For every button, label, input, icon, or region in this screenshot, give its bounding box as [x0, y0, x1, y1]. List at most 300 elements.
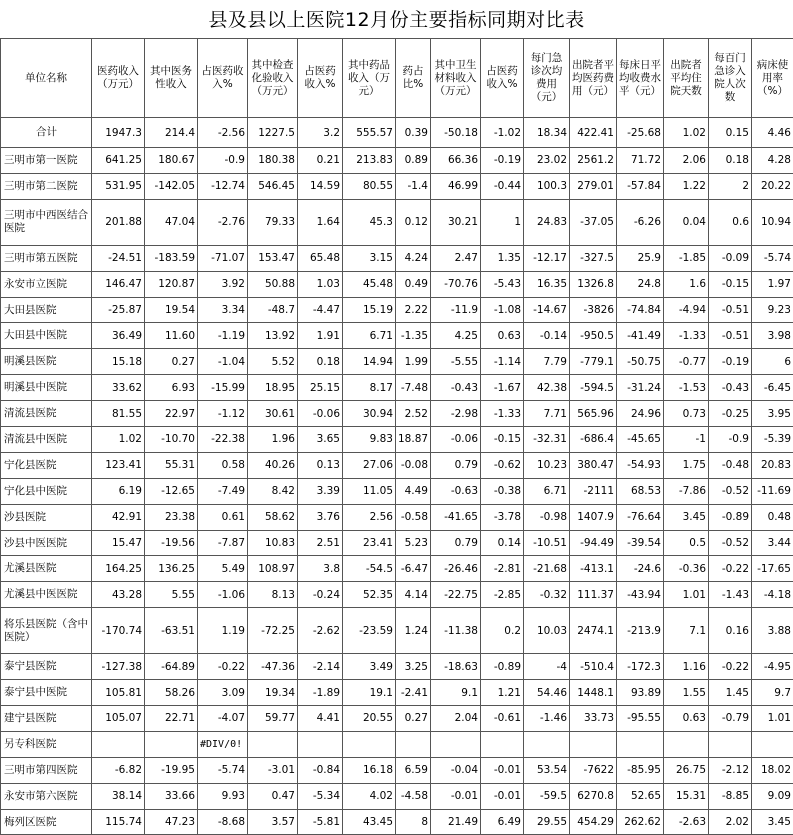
value-cell: -0.52 — [709, 530, 752, 556]
value-cell — [617, 731, 664, 757]
value-cell: 11.60 — [145, 323, 198, 349]
value-cell: -39.54 — [617, 530, 664, 556]
value-cell: -18.63 — [431, 654, 481, 680]
value-cell: -54.5 — [343, 556, 396, 582]
value-cell: -74.84 — [617, 297, 664, 323]
value-cell: 53.54 — [524, 757, 570, 783]
value-cell: 54.46 — [524, 680, 570, 706]
value-cell — [298, 731, 343, 757]
table-row — [1, 757, 793, 783]
value-cell: -0.77 — [664, 349, 709, 375]
column-header: 其中检查化验收入（万元） — [248, 39, 298, 118]
value-cell: 2.22 — [396, 297, 431, 323]
value-cell: -4.94 — [664, 297, 709, 323]
value-cell: 3.95 — [752, 401, 793, 427]
value-cell: -25.68 — [617, 118, 664, 148]
value-cell: 2474.1 — [570, 608, 617, 654]
value-cell: 27.06 — [343, 452, 396, 478]
value-cell: 180.67 — [145, 148, 198, 174]
value-cell: -5.74 — [198, 757, 248, 783]
value-cell: -2.81 — [481, 556, 524, 582]
value-cell: -2.63 — [664, 809, 709, 835]
value-cell: -26.46 — [431, 556, 481, 582]
value-cell: 52.65 — [617, 783, 664, 809]
value-cell: -1.08 — [481, 297, 524, 323]
value-cell: -37.05 — [570, 199, 617, 245]
unit-name-cell: 三明市第四医院 — [1, 757, 92, 783]
value-cell: -22.38 — [198, 427, 248, 453]
value-cell: -71.07 — [198, 245, 248, 271]
value-cell: -1.04 — [198, 349, 248, 375]
value-cell: 13.92 — [248, 323, 298, 349]
value-cell: -2.98 — [431, 401, 481, 427]
value-cell: -32.31 — [524, 427, 570, 453]
value-cell — [343, 731, 396, 757]
value-cell: 9.7 — [752, 680, 793, 706]
value-cell: -41.49 — [617, 323, 664, 349]
value-cell: 66.36 — [431, 148, 481, 174]
value-cell: 0.79 — [431, 452, 481, 478]
value-cell: -7.87 — [198, 530, 248, 556]
value-cell: -0.15 — [481, 427, 524, 453]
value-cell: -327.5 — [570, 245, 617, 271]
value-cell: 43.45 — [343, 809, 396, 835]
value-cell: 20.83 — [752, 452, 793, 478]
value-cell: 58.26 — [145, 680, 198, 706]
value-cell: -57.84 — [617, 173, 664, 199]
table-row — [1, 349, 793, 375]
value-cell: -2.85 — [481, 582, 524, 608]
value-cell: 26.75 — [664, 757, 709, 783]
value-cell: -0.79 — [709, 706, 752, 732]
value-cell: -8.85 — [709, 783, 752, 809]
value-cell: -5.81 — [298, 809, 343, 835]
value-cell: 15.47 — [92, 530, 145, 556]
value-cell: 7.79 — [524, 349, 570, 375]
value-cell: -6.45 — [752, 375, 793, 401]
value-cell: -10.70 — [145, 427, 198, 453]
value-cell: -0.44 — [481, 173, 524, 199]
column-header: 出院者平均住院天数 — [664, 39, 709, 118]
value-cell: 1.01 — [752, 706, 793, 732]
value-cell: 0.49 — [396, 271, 431, 297]
value-cell: 47.23 — [145, 809, 198, 835]
unit-name-cell: 明溪县中医院 — [1, 375, 92, 401]
value-cell: 111.37 — [570, 582, 617, 608]
value-cell: 2 — [709, 173, 752, 199]
unit-name-cell: 永安市立医院 — [1, 271, 92, 297]
value-cell: -2.41 — [396, 680, 431, 706]
value-cell: 10.83 — [248, 530, 298, 556]
column-header: 病床使用率（%） — [752, 39, 793, 118]
value-cell: 25.15 — [298, 375, 343, 401]
table-row — [1, 809, 793, 835]
value-cell: 4.49 — [396, 478, 431, 504]
value-cell: 565.96 — [570, 401, 617, 427]
value-cell: 454.29 — [570, 809, 617, 835]
column-header: 医药收入（万元） — [92, 39, 145, 118]
value-cell: -0.22 — [709, 654, 752, 680]
value-cell: 10.23 — [524, 452, 570, 478]
unit-name-cell: 另专科医院 — [1, 731, 92, 757]
value-cell: 105.81 — [92, 680, 145, 706]
table-row — [1, 530, 793, 556]
value-cell: 1.02 — [664, 118, 709, 148]
column-header: 其中药品收入（万元） — [343, 39, 396, 118]
value-cell: 0.12 — [396, 199, 431, 245]
value-cell: 4.41 — [298, 706, 343, 732]
value-cell: -1.4 — [396, 173, 431, 199]
value-cell: 0.16 — [709, 608, 752, 654]
value-cell: 136.25 — [145, 556, 198, 582]
value-cell: 3.45 — [664, 504, 709, 530]
unit-name-cell: 泰宁县中医院 — [1, 680, 92, 706]
value-cell: -85.95 — [617, 757, 664, 783]
value-cell: -59.5 — [524, 783, 570, 809]
value-cell: 1.96 — [248, 427, 298, 453]
value-cell: 1326.8 — [570, 271, 617, 297]
value-cell: 115.74 — [92, 809, 145, 835]
value-cell: -3.78 — [481, 504, 524, 530]
value-cell: 3.49 — [343, 654, 396, 680]
value-cell: -0.62 — [481, 452, 524, 478]
value-cell: 1.6 — [664, 271, 709, 297]
value-cell: -950.5 — [570, 323, 617, 349]
value-cell: 0.61 — [198, 504, 248, 530]
value-cell: 3.34 — [198, 297, 248, 323]
value-cell: 1.99 — [396, 349, 431, 375]
value-cell: 5.23 — [396, 530, 431, 556]
value-cell: -11.9 — [431, 297, 481, 323]
value-cell: 1.24 — [396, 608, 431, 654]
value-cell: 14.94 — [343, 349, 396, 375]
value-cell: 38.14 — [92, 783, 145, 809]
value-cell: -142.05 — [145, 173, 198, 199]
unit-name-cell: 永安市第六医院 — [1, 783, 92, 809]
table-row — [1, 245, 793, 271]
value-cell: 6.49 — [481, 809, 524, 835]
value-cell: 36.49 — [92, 323, 145, 349]
column-header: 每床日平均收费水平（元） — [617, 39, 664, 118]
value-cell: -779.1 — [570, 349, 617, 375]
value-cell: 58.62 — [248, 504, 298, 530]
value-cell: -594.5 — [570, 375, 617, 401]
value-cell: 0.6 — [709, 199, 752, 245]
value-cell: -0.19 — [481, 148, 524, 174]
value-cell: 3.65 — [298, 427, 343, 453]
value-cell: -70.76 — [431, 271, 481, 297]
value-cell: 3.57 — [248, 809, 298, 835]
value-cell: 0.89 — [396, 148, 431, 174]
unit-name-cell: 宁化县中医院 — [1, 478, 92, 504]
value-cell: -1.02 — [481, 118, 524, 148]
value-cell: -48.7 — [248, 297, 298, 323]
value-cell: 1448.1 — [570, 680, 617, 706]
value-cell: 24.96 — [617, 401, 664, 427]
value-cell: 2.04 — [431, 706, 481, 732]
value-cell: 6270.8 — [570, 783, 617, 809]
value-cell: 3.88 — [752, 608, 793, 654]
value-cell: 15.19 — [343, 297, 396, 323]
value-cell: -4.47 — [298, 297, 343, 323]
value-cell: -19.56 — [145, 530, 198, 556]
value-cell: 29.55 — [524, 809, 570, 835]
value-cell — [709, 731, 752, 757]
value-cell: 19.34 — [248, 680, 298, 706]
value-cell: -63.51 — [145, 608, 198, 654]
value-cell: 5.52 — [248, 349, 298, 375]
unit-name-cell: 三明市第五医院 — [1, 245, 92, 271]
value-cell: 30.61 — [248, 401, 298, 427]
unit-name-cell: 三明市第一医院 — [1, 148, 92, 174]
table-row — [1, 556, 793, 582]
value-cell: 40.26 — [248, 452, 298, 478]
value-cell: 1.91 — [298, 323, 343, 349]
value-cell: 3.25 — [396, 654, 431, 680]
value-cell: -24.51 — [92, 245, 145, 271]
value-cell: -0.32 — [524, 582, 570, 608]
value-cell: 42.91 — [92, 504, 145, 530]
value-cell: -0.9 — [198, 148, 248, 174]
value-cell: 5.55 — [145, 582, 198, 608]
value-cell: 23.41 — [343, 530, 396, 556]
value-cell: 0.47 — [248, 783, 298, 809]
value-cell: -1.35 — [396, 323, 431, 349]
value-cell: -43.94 — [617, 582, 664, 608]
table-row — [1, 654, 793, 680]
column-header: 占医药收入% — [298, 39, 343, 118]
value-cell: -2.62 — [298, 608, 343, 654]
value-cell: 1.45 — [709, 680, 752, 706]
table-row — [1, 297, 793, 323]
value-cell: 2.52 — [396, 401, 431, 427]
value-cell: 380.47 — [570, 452, 617, 478]
value-cell: -12.65 — [145, 478, 198, 504]
value-cell: -12.74 — [198, 173, 248, 199]
value-cell — [431, 731, 481, 757]
table-row — [1, 478, 793, 504]
value-cell: 18.34 — [524, 118, 570, 148]
value-cell: -0.51 — [709, 297, 752, 323]
value-cell: 100.3 — [524, 173, 570, 199]
value-cell: 9.93 — [198, 783, 248, 809]
value-cell: 6.93 — [145, 375, 198, 401]
value-cell: 3.2 — [298, 118, 343, 148]
value-cell: 5.49 — [198, 556, 248, 582]
table-row — [1, 148, 793, 174]
value-cell: -64.89 — [145, 654, 198, 680]
value-cell: -0.14 — [524, 323, 570, 349]
value-cell: 4.02 — [343, 783, 396, 809]
value-cell: -0.38 — [481, 478, 524, 504]
value-cell: -72.25 — [248, 608, 298, 654]
value-cell: -0.19 — [709, 349, 752, 375]
value-cell: 42.38 — [524, 375, 570, 401]
value-cell: 22.71 — [145, 706, 198, 732]
value-cell: 2.47 — [431, 245, 481, 271]
value-cell: 0.14 — [481, 530, 524, 556]
value-cell: 1227.5 — [248, 118, 298, 148]
value-cell: -0.01 — [481, 783, 524, 809]
value-cell: -10.51 — [524, 530, 570, 556]
value-cell: 3.44 — [752, 530, 793, 556]
value-cell: -1.14 — [481, 349, 524, 375]
value-cell: 0.18 — [298, 349, 343, 375]
value-cell: 4.28 — [752, 148, 793, 174]
value-cell: 641.25 — [92, 148, 145, 174]
value-cell: -0.89 — [481, 654, 524, 680]
value-cell: -172.3 — [617, 654, 664, 680]
value-cell: 4.25 — [431, 323, 481, 349]
value-cell: 16.35 — [524, 271, 570, 297]
value-cell: 80.55 — [343, 173, 396, 199]
value-cell: -1.85 — [664, 245, 709, 271]
value-cell: 14.59 — [298, 173, 343, 199]
value-cell: 279.01 — [570, 173, 617, 199]
value-cell: -0.48 — [709, 452, 752, 478]
value-cell: -54.93 — [617, 452, 664, 478]
value-cell: 1.01 — [664, 582, 709, 608]
value-cell: -50.75 — [617, 349, 664, 375]
value-cell — [145, 731, 198, 757]
value-cell: 1.35 — [481, 245, 524, 271]
value-cell: 2561.2 — [570, 148, 617, 174]
value-cell: -3826 — [570, 297, 617, 323]
value-cell: -41.65 — [431, 504, 481, 530]
value-cell: 1.02 — [92, 427, 145, 453]
value-cell: -12.17 — [524, 245, 570, 271]
unit-name-cell: 梅列区医院 — [1, 809, 92, 835]
value-cell: 68.53 — [617, 478, 664, 504]
unit-name-cell: 三明市第二医院 — [1, 173, 92, 199]
unit-name-cell: 尤溪县医院 — [1, 556, 92, 582]
value-cell: -0.06 — [298, 401, 343, 427]
value-cell: 0.21 — [298, 148, 343, 174]
value-cell: 25.9 — [617, 245, 664, 271]
value-cell: 0.15 — [709, 118, 752, 148]
value-cell: -15.99 — [198, 375, 248, 401]
value-cell: 20.22 — [752, 173, 793, 199]
value-cell: 0.2 — [481, 608, 524, 654]
unit-name-cell: 大田县中医院 — [1, 323, 92, 349]
value-cell: 0.04 — [664, 199, 709, 245]
value-cell: -2.14 — [298, 654, 343, 680]
value-cell: 1 — [481, 199, 524, 245]
value-cell: -0.25 — [709, 401, 752, 427]
value-cell: -0.01 — [431, 783, 481, 809]
value-cell: 262.62 — [617, 809, 664, 835]
value-cell: -76.64 — [617, 504, 664, 530]
value-cell: 4.14 — [396, 582, 431, 608]
column-header: 占医药收入% — [481, 39, 524, 118]
value-cell: 1.03 — [298, 271, 343, 297]
value-cell: 47.04 — [145, 199, 198, 245]
value-cell: 153.47 — [248, 245, 298, 271]
table-row — [1, 118, 793, 148]
report-title: 县及县以上医院12月份主要指标同期对比表 — [0, 0, 793, 38]
value-cell: 50.88 — [248, 271, 298, 297]
value-cell: 6 — [752, 349, 793, 375]
value-cell: 214.4 — [145, 118, 198, 148]
value-cell: -0.09 — [709, 245, 752, 271]
value-cell: 3.09 — [198, 680, 248, 706]
value-cell: 1.22 — [664, 173, 709, 199]
value-cell: -5.34 — [298, 783, 343, 809]
value-cell: -6.82 — [92, 757, 145, 783]
value-cell: -0.52 — [709, 478, 752, 504]
value-cell: -45.65 — [617, 427, 664, 453]
column-header: 出院者平均医药费用（元） — [570, 39, 617, 118]
header-row — [1, 39, 793, 118]
value-cell: 6.71 — [524, 478, 570, 504]
value-cell: 213.83 — [343, 148, 396, 174]
value-cell: -1.89 — [298, 680, 343, 706]
value-cell: 0.58 — [198, 452, 248, 478]
value-cell — [752, 731, 793, 757]
value-cell: 21.49 — [431, 809, 481, 835]
value-cell — [396, 731, 431, 757]
value-cell: 180.38 — [248, 148, 298, 174]
value-cell: 93.89 — [617, 680, 664, 706]
unit-name-cell: 尤溪县中医医院 — [1, 582, 92, 608]
unit-name-cell: 宁化县医院 — [1, 452, 92, 478]
value-cell: 9.23 — [752, 297, 793, 323]
value-cell: 3.76 — [298, 504, 343, 530]
value-cell: 6.19 — [92, 478, 145, 504]
value-cell: -1.53 — [664, 375, 709, 401]
value-cell: -0.36 — [664, 556, 709, 582]
value-cell: 6.59 — [396, 757, 431, 783]
value-cell: 15.31 — [664, 783, 709, 809]
value-cell: -1.33 — [664, 323, 709, 349]
value-cell: 3.15 — [343, 245, 396, 271]
value-cell: 8 — [396, 809, 431, 835]
table-row — [1, 504, 793, 530]
table-row — [1, 173, 793, 199]
value-cell: 52.35 — [343, 582, 396, 608]
value-cell: -0.43 — [709, 375, 752, 401]
indicator-table — [0, 38, 793, 835]
value-cell: -0.24 — [298, 582, 343, 608]
value-cell: -0.63 — [431, 478, 481, 504]
value-cell: 30.21 — [431, 199, 481, 245]
value-cell: 555.57 — [343, 118, 396, 148]
value-cell: 2.06 — [664, 148, 709, 174]
value-cell: -1 — [664, 427, 709, 453]
value-cell: 9.1 — [431, 680, 481, 706]
table-row — [1, 199, 793, 245]
unit-name-cell: 泰宁县医院 — [1, 654, 92, 680]
value-cell: 123.41 — [92, 452, 145, 478]
value-cell: 0.63 — [481, 323, 524, 349]
value-cell: 1.16 — [664, 654, 709, 680]
value-cell: 0.63 — [664, 706, 709, 732]
value-cell: -1.67 — [481, 375, 524, 401]
column-header: 药占比% — [396, 39, 431, 118]
value-cell: -7622 — [570, 757, 617, 783]
value-cell: -1.33 — [481, 401, 524, 427]
value-cell: -2.76 — [198, 199, 248, 245]
value-cell: 8.17 — [343, 375, 396, 401]
value-cell: 546.45 — [248, 173, 298, 199]
value-cell: 2.56 — [343, 504, 396, 530]
value-cell: -94.49 — [570, 530, 617, 556]
value-cell: 0.5 — [664, 530, 709, 556]
unit-name-cell: 合计 — [1, 118, 92, 148]
unit-name-cell: 建宁县医院 — [1, 706, 92, 732]
value-cell: 18.02 — [752, 757, 793, 783]
value-cell: -5.55 — [431, 349, 481, 375]
